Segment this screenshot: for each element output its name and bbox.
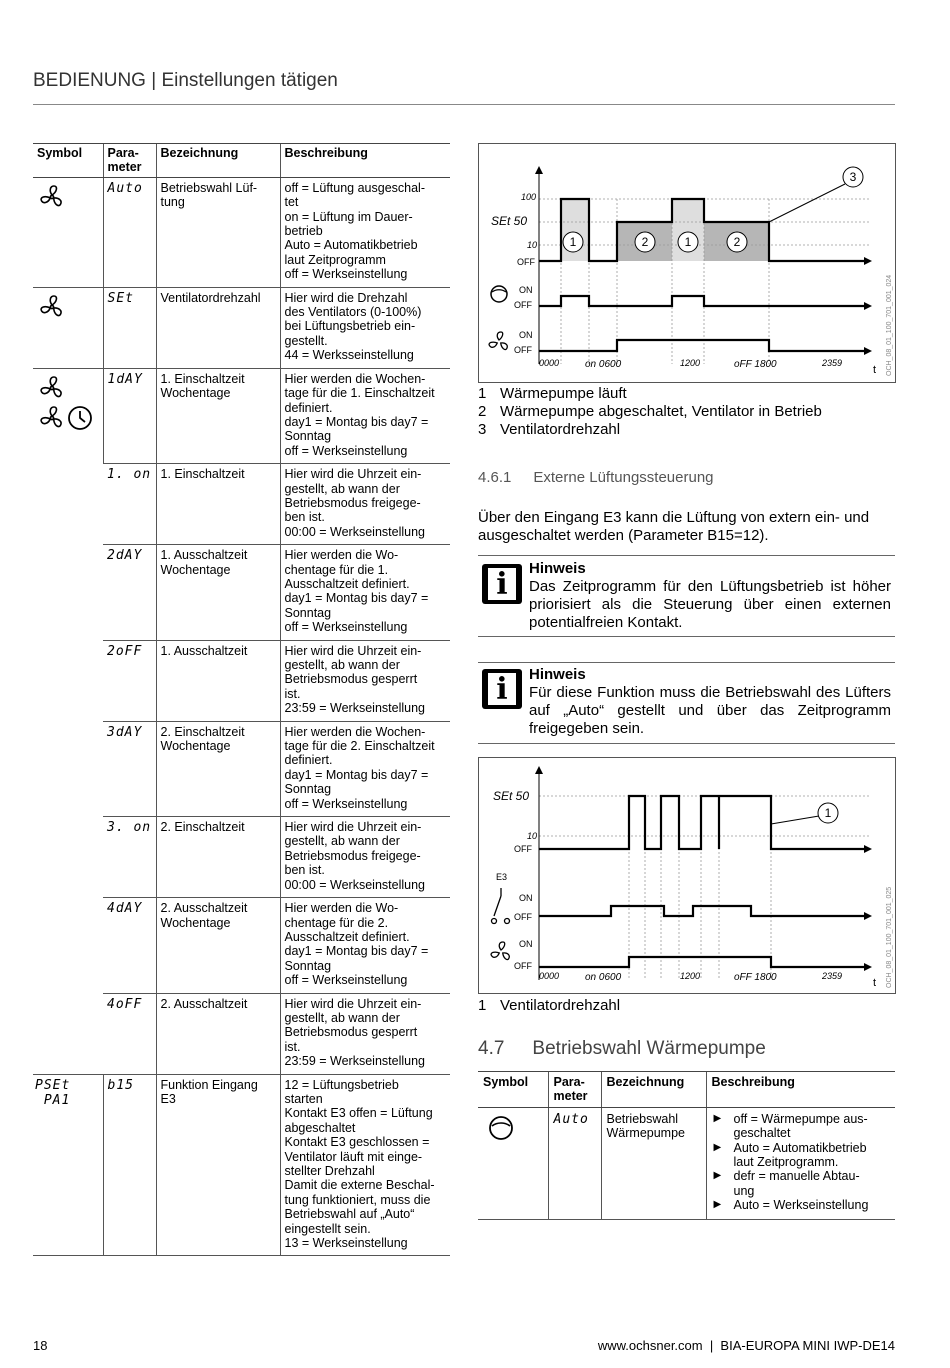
x-tick-0: 0000 xyxy=(539,971,560,981)
desc-cell: Hier werden die Wo- chentage für die 2. Ausschaltzeit definiert. day1 = Montag bis day7 = Sonntag off = Werkseinstellung xyxy=(280,898,450,993)
desc-cell: Hier werden die Wo- chentage für die 1. Ausschaltzeit definiert. day1 = Montag bis day7 = Sonntag off = Werkseinstellung xyxy=(280,545,450,640)
heat-pump-table xyxy=(478,1071,895,1220)
desc-cell: Hier werden die Wochen- tage für die 1. Einschaltzeit definiert. day1 = Montag bis day7 = Sonntag off = Werkseinstellung xyxy=(280,368,450,463)
legend-2 xyxy=(478,997,898,1015)
fan-icon xyxy=(488,332,508,350)
name-cell: 1. Ausschaltzeit Wochentage xyxy=(156,545,280,640)
fan-icon xyxy=(39,375,65,401)
list-item: ▶ Auto = Werkseinstellung xyxy=(712,1198,891,1212)
y-label-set: SEt 50 xyxy=(491,214,528,228)
section-heading-47: 4.7 Betriebswahl Wärmepumpe xyxy=(478,1038,766,1059)
desc-cell: Hier wird die Drehzahl des Ventilators (0-100%) bei Lüftungsbetrieb ein- gestellt. 44 = Werksseinstellung xyxy=(280,287,450,368)
legend-item: 3 Ventilatordrehzahl xyxy=(478,421,621,438)
x-tick-4: 2359 xyxy=(822,358,843,368)
y-label-10: 10 xyxy=(527,831,538,841)
param-cell: 3dAY xyxy=(103,721,156,816)
header-symbol: Symbol xyxy=(478,1072,548,1108)
header-bezeichnung: Bezeichnung xyxy=(601,1072,706,1108)
y-label-10: 10 xyxy=(527,240,538,250)
clock-icon xyxy=(67,405,93,431)
figure-code: OCH_08_01_100_701_001_024 xyxy=(886,274,893,376)
y-label-on-3: ON xyxy=(519,939,533,949)
name-cell: Funktion Eingang E3 xyxy=(156,1074,280,1256)
callout-1b: 1 xyxy=(684,235,692,249)
desc-cell xyxy=(706,1107,895,1219)
param-cell: Auto xyxy=(103,177,156,287)
y-label-set: SEt 50 xyxy=(493,789,530,803)
fan-icon xyxy=(39,405,65,431)
t-axis-label: t xyxy=(873,364,877,376)
symbol-cell: PSEt PA1 xyxy=(33,1074,103,1256)
compressor-icon xyxy=(487,1114,515,1142)
y-label-on-2: ON xyxy=(519,285,533,295)
legend-item: 1 Wärmepumpe läuft xyxy=(478,385,627,402)
name-cell: 1. Einschaltzeit xyxy=(156,464,280,545)
param-cell: 4dAY xyxy=(103,898,156,993)
desc-cell: off = Lüftung ausgeschal- tet on = Lüftung im Dauer- betrieb Auto = Automatikbetrieb laut Zeitprogramm off = Werkseinstellung xyxy=(280,177,450,287)
callout-2b: 2 xyxy=(733,235,741,249)
table-row xyxy=(33,1074,450,1256)
y-label-off-2: OFF xyxy=(514,912,532,922)
legend-1 xyxy=(478,385,898,439)
table-row xyxy=(33,368,450,463)
timing-diagram-2-svg xyxy=(479,758,895,993)
timing-diagram-2 xyxy=(478,757,896,994)
fan-icon xyxy=(490,942,510,960)
name-cell: 2. Ausschaltzeit Wochentage xyxy=(156,898,280,993)
desc-cell: 12 = Lüftungsbetrieb starten Kontakt E3 offen = Lüftung abgeschaltet Kontakt E3 geschlossen = Ventilator läuft mit einge- stellter Drehzahl Damit die externe Beschal- tung funktioniert, muss die Betriebswahl auf „Auto“ eingestellt sein. 13 = Werkseinstellung xyxy=(280,1074,450,1256)
x-tick-3: oFF 1800 xyxy=(734,359,777,370)
table-row xyxy=(478,1107,895,1219)
switch-icon xyxy=(492,888,510,924)
page-number: 18 xyxy=(33,1338,48,1353)
desc-cell: Hier wird die Uhrzeit ein- gestellt, ab wann der Betriebsmodus freigege- ben ist. 00:00 = Werkseinstellung xyxy=(280,817,450,898)
compressor-icon xyxy=(491,286,507,302)
param-cell: 4oFF xyxy=(103,993,156,1074)
header-divider xyxy=(33,104,895,105)
info-icon: i xyxy=(482,564,522,604)
param-cell: Auto xyxy=(548,1107,601,1219)
desc-cell: Hier werden die Wochen- tage für die 2. Einschaltzeit definiert. day1 = Montag bis day7 = Sonntag off = Werkseinstellung xyxy=(280,721,450,816)
symbol-cell xyxy=(33,287,103,368)
e3-label: E3 xyxy=(496,872,508,882)
param-cell: 2oFF xyxy=(103,640,156,721)
note-body: Für diese Funktion muss die Betriebswahl des Lüfters auf „Auto“ gestellt und über das Zeitprogramm freigegeben sein. xyxy=(529,684,891,737)
y-label-on-2: ON xyxy=(519,893,533,903)
header-beschreibung: Beschreibung xyxy=(706,1072,895,1108)
callout-1: 1 xyxy=(569,235,577,249)
note-box-2 xyxy=(478,662,895,744)
legend-item: 2 Wärmepumpe abgeschaltet, Ventilator in Betrieb xyxy=(478,403,822,420)
section-heading-461: 4.6.1 Externe Lüftungssteuerung xyxy=(478,469,714,486)
symbol-cell xyxy=(478,1107,548,1219)
name-cell: Betriebswahl Lüf- tung xyxy=(156,177,280,287)
parameter-table xyxy=(33,143,450,1256)
fan-icon xyxy=(39,184,65,210)
timing-diagram-1-svg xyxy=(479,144,895,382)
header-beschreibung: Beschreibung xyxy=(280,144,450,178)
symbol-cell xyxy=(33,177,103,287)
table-row xyxy=(33,287,450,368)
description-list xyxy=(712,1112,891,1213)
callout-2: 2 xyxy=(641,235,649,249)
name-cell: 2. Einschaltzeit xyxy=(156,817,280,898)
note-box-1 xyxy=(478,555,895,637)
table-header-row xyxy=(33,144,450,178)
callout-3: 3 xyxy=(849,170,857,184)
page-title: BEDIENUNG | Einstellungen tätigen xyxy=(33,70,338,91)
x-tick-1: on 0600 xyxy=(585,972,622,983)
y-label-on-3: ON xyxy=(519,330,533,340)
y-label-off-3: OFF xyxy=(514,345,532,355)
legend-item: 1 Ventilatordrehzahl xyxy=(478,997,621,1014)
y-label-off-2: OFF xyxy=(514,300,532,310)
name-cell: Ventilatordrehzahl xyxy=(156,287,280,368)
param-cell: b15 xyxy=(103,1074,156,1256)
symbol-cell xyxy=(33,368,103,1074)
y-label-off-1: OFF xyxy=(517,257,535,267)
y-label-off-3: OFF xyxy=(514,961,532,971)
y-label-off-1: OFF xyxy=(514,844,532,854)
footer-document-id: www.ochsner.com | BIA-EUROPA MINI IWP-DE14 xyxy=(597,1338,895,1353)
param-cell: 2dAY xyxy=(103,545,156,640)
figure-code: OCH_08_01_100_701_001_025 xyxy=(886,886,893,988)
header-bezeichnung: Bezeichnung xyxy=(156,144,280,178)
name-cell: 2. Einschaltzeit Wochentage xyxy=(156,721,280,816)
name-cell: 1. Einschaltzeit Wochentage xyxy=(156,368,280,463)
param-cell: 3. on xyxy=(103,817,156,898)
desc-cell: Hier wird die Uhrzeit ein- gestellt, ab wann der Betriebsmodus gesperrt ist. 23:59 = Werkseinstellung xyxy=(280,993,450,1074)
name-cell: 2. Ausschaltzeit xyxy=(156,993,280,1074)
x-tick-2: 1200 xyxy=(680,971,701,981)
list-item: ▶ off = Wärmepumpe aus- geschaltet xyxy=(712,1112,891,1141)
y-label-100: 100 xyxy=(521,192,537,202)
x-tick-4: 2359 xyxy=(822,971,843,981)
header-symbol: Symbol xyxy=(33,144,103,178)
list-item: ▶ Auto = Automatikbetrieb laut Zeitprogramm. xyxy=(712,1141,891,1170)
name-cell: 1. Ausschaltzeit xyxy=(156,640,280,721)
header-parameter: Para- meter xyxy=(103,144,156,178)
fan-icon xyxy=(39,294,65,320)
desc-cell: Hier wird die Uhrzeit ein- gestellt, ab wann der Betriebsmodus gesperrt ist. 23:59 = Werkseinstellung xyxy=(280,640,450,721)
table-header-row xyxy=(478,1072,895,1108)
header-parameter: Para- meter xyxy=(548,1072,601,1108)
param-cell: SEt xyxy=(103,287,156,368)
x-tick-0: 0000 xyxy=(539,358,560,368)
name-cell: Betriebswahl Wärmepumpe xyxy=(601,1107,706,1219)
desc-cell: Hier wird die Uhrzeit ein- gestellt, ab wann der Betriebsmodus freigege- ben ist. 00:00 = Werkseinstellung xyxy=(280,464,450,545)
paragraph-461: Über den Eingang E3 kann die Lüftung von extern ein- und ausgeschaltet werden (Parameter B15=12). xyxy=(478,509,870,544)
x-tick-1: on 0600 xyxy=(585,359,622,370)
callout-1: 1 xyxy=(824,806,832,820)
note-title: Hinweis xyxy=(529,560,586,577)
note-body: Das Zeitprogramm für den Lüftungsbetrieb ist höher priorisiert als die Steuerung über einen externen potentialfreien Kontakt. xyxy=(529,578,891,631)
table-row xyxy=(33,177,450,287)
info-icon: i xyxy=(482,669,522,709)
x-tick-2: 1200 xyxy=(680,358,701,368)
param-cell: 1dAY xyxy=(103,368,156,463)
timing-diagram-1 xyxy=(478,143,896,383)
list-item: ▶ defr = manuelle Abtau- ung xyxy=(712,1169,891,1198)
t-axis-label: t xyxy=(873,977,877,989)
note-title: Hinweis xyxy=(529,666,586,683)
x-tick-3: oFF 1800 xyxy=(734,972,777,983)
param-cell: 1. on xyxy=(103,464,156,545)
